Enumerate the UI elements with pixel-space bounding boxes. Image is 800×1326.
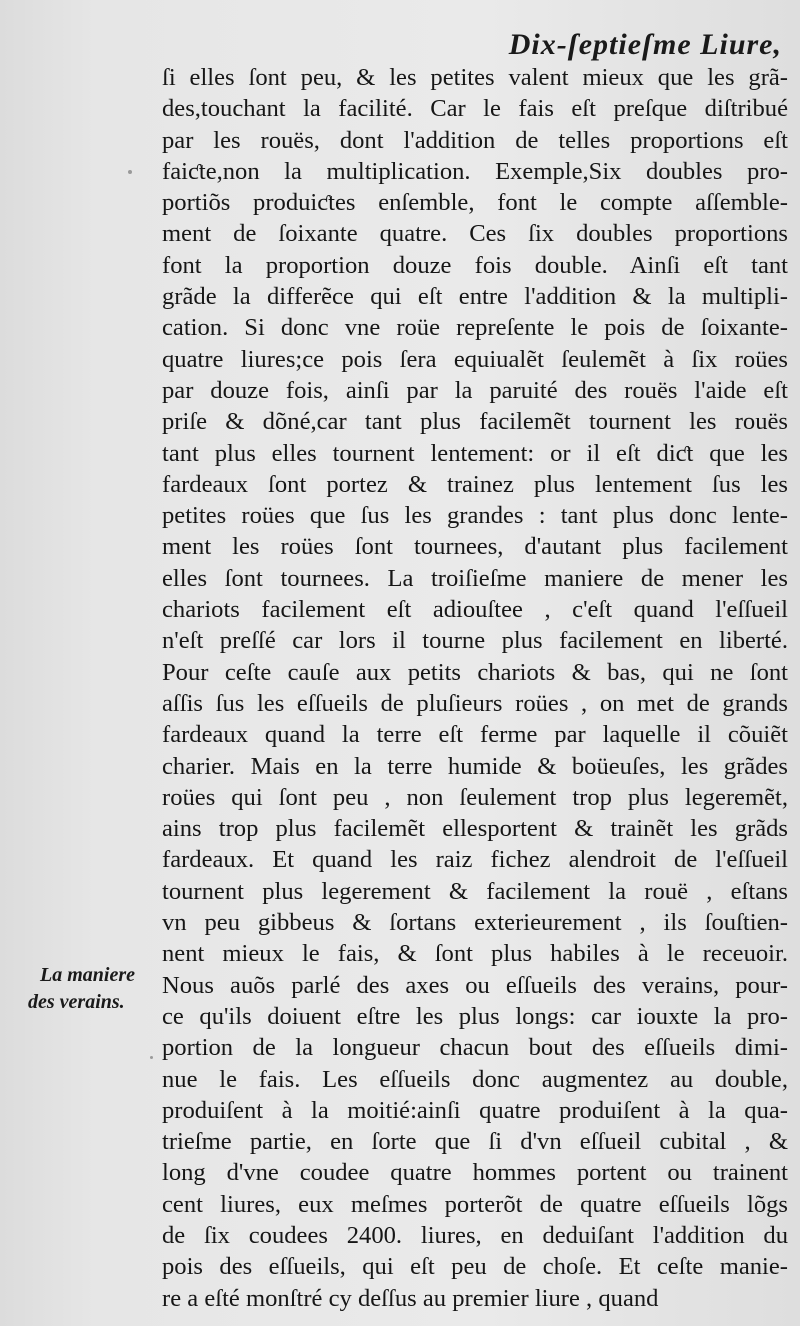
text-line: faiƈte,non la multiplication. Exemple,Six doubles pro- [162, 157, 788, 185]
text-line: de ſix coudees 2400. liures, en deduiſant l'addition du [162, 1221, 788, 1249]
text-line: long d'vne coudee quatre hommes portent ou trainent [162, 1159, 788, 1187]
text-line: ment les roües ſont tournees, d'autant plus facilement [162, 533, 788, 561]
text-line: roües qui ſont peu , non ſeulement trop plus legeremẽt, [162, 783, 788, 811]
text-line: produiſent à la moitié:ainſi quatre produiſent à la qua- [162, 1096, 788, 1124]
text-line: grãde la differẽce qui eſt entre l'addition & la multipli- [162, 283, 788, 311]
margin-note-line: des verains. [28, 991, 125, 1013]
text-line: des,touchant la facilité. Car le fais eſt preſque diſtribué [162, 95, 788, 123]
text-line: nue le fais. Les eſſueils donc augmentez au double, [162, 1065, 788, 1093]
text-line: priſe & dõné,car tant plus facilemẽt tournent les rouës [162, 408, 788, 436]
text-line: trieſme partie, en ſorte que ſi d'vn eſſueil cubital , & [162, 1128, 788, 1156]
text-line: n'eſt preſſé car lors il tourne plus facilement en liberté. [162, 627, 788, 655]
ink-speck [128, 170, 132, 174]
margin-note [28, 962, 162, 1016]
text-line: fardeaux quand la terre eſt ferme par laquelle il cõuiẽt [162, 721, 788, 749]
text-line: par douze fois, ainſi par la paruité des rouës l'aide eſt [162, 376, 788, 404]
text-line: portion de la longueur chacun bout des eſſueils dimi- [162, 1034, 788, 1062]
text-line: cent liures, eux meſmes porterõt de quatre eſſueils lõgs [162, 1190, 788, 1218]
text-line: elles ſont tournees. La troiſieſme maniere de mener les [162, 564, 788, 592]
text-line: Pour ceſte cauſe aux petits chariots & bas, qui ne ſont [162, 658, 788, 686]
running-header: Dix-ſeptieſme Liure, [508, 28, 782, 61]
text-line: re a eſté monſtré cy deſſus au premier liure , quand [162, 1284, 659, 1312]
text-line: fardeaux ſont portez & trainez plus lentement ſus les [162, 470, 788, 498]
ink-speck [150, 1056, 153, 1059]
text-line: tournent plus legerement & facilement la rouë , eſtans [162, 877, 788, 905]
text-line: tant plus elles tournent lentement: or il eſt diƈt que les [162, 439, 788, 467]
text-line: petites roües que ſus les grandes : tant plus donc lente- [162, 502, 788, 530]
text-line: portiõs produiƈtes enſemble, font le compte aſſemble- [162, 189, 788, 217]
text-line: charier. Mais en la terre humide & boüeuſes, les grãdes [162, 752, 788, 780]
text-line: fardeaux. Et quand les raiz fichez alendroit de l'eſſueil [162, 846, 788, 874]
text-line: cation. Si donc vne roüe repreſente le pois de ſoixante- [162, 314, 788, 342]
text-line: ſi elles ſont peu, & les petites valent mieux que les grã- [162, 64, 788, 91]
text-line: Nous auõs parlé des axes ou eſſueils des verains, pour- [162, 971, 788, 999]
text-line: font la proportion douze fois double. Ainſi eſt tant [162, 251, 788, 279]
text-line: ment de ſoixante quatre. Ces ſix doubles proportions [162, 220, 788, 248]
text-line: quatre liures;ce pois ſera equiualẽt ſeulemẽt à ſix roües [162, 345, 788, 373]
text-line: vn peu gibbeus & ſortans exterieurement , ils ſouſtien- [162, 909, 788, 937]
margin-note-line: La maniere [40, 964, 135, 986]
text-line: aſſis ſus les eſſueils de pluſieurs roües , on met de grands [162, 689, 788, 717]
text-line: par les rouës, dont l'addition de telles proportions eſt [162, 126, 788, 154]
text-line: ce qu'ils doiuent eſtre les plus longs: car iouxte la pro- [162, 1002, 788, 1030]
text-line: nent mieux le fais, & ſont plus habiles à le receuoir. [162, 940, 788, 968]
text-line: ains trop plus facilemẽt ellesportent & trainẽt les grãds [162, 815, 788, 843]
text-line: pois des eſſueils, qui eſt peu de choſe. Et ceſte manie- [162, 1253, 788, 1281]
body-text [162, 62, 788, 1314]
text-line: chariots facilement eſt adiouſtee , c'eſt quand l'eſſueil [162, 596, 788, 624]
